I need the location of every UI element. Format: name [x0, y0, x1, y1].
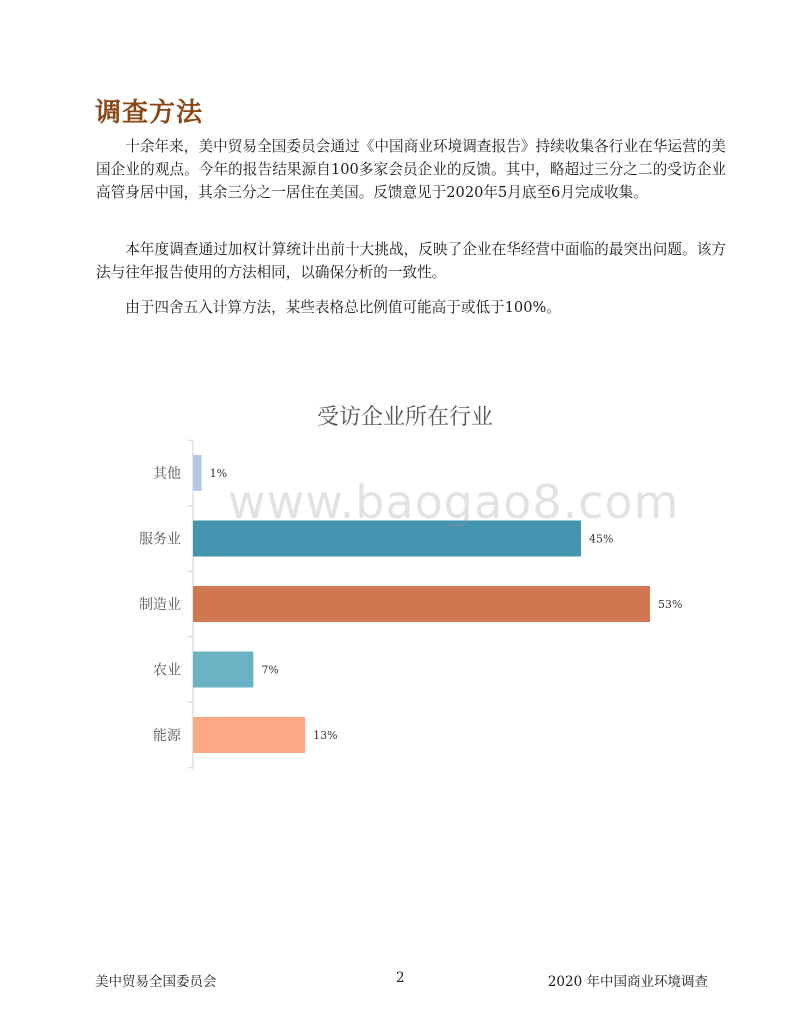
bar-5: [193, 717, 305, 753]
bar-1: [193, 455, 202, 491]
value-label: 53%: [658, 598, 683, 611]
footer-page-number: 2: [396, 970, 405, 986]
value-label: 7%: [261, 663, 279, 677]
value-label: 13%: [313, 729, 338, 742]
watermark-text: www.baogao8.com: [228, 475, 680, 529]
category-label: 服务业: [139, 531, 181, 548]
paragraph-rounding: 由于四舍五入计算方法，某些表格总比例值可能高于或低于100%。: [125, 299, 561, 316]
paragraph-methodology: 十余年来，美中贸易全国委员会通过《中国商业环境调查报告》持续收集各行业在华运营的美国企业的观点。今年的报告结果源自100多家会员企业的反馈。其中，略超过三分之二的受访企业高管身居中国，其余三分之一居住在美国。反馈意见于2020年5月底至6月完成收集。: [96, 138, 726, 201]
bar-4: [193, 652, 253, 688]
footer-report-title: 2020 年中国商业环境调查: [547, 974, 708, 990]
value-label: 1%: [209, 467, 228, 480]
chart-title: 受访企业所在行业: [316, 405, 493, 430]
category-label: 农业: [153, 662, 181, 679]
section-title: 调查方法: [95, 98, 204, 128]
bar-3: [193, 586, 650, 622]
industry-chart: [0, 390, 800, 790]
category-label: 能源: [153, 728, 181, 744]
value-label: 45%: [589, 532, 614, 546]
paragraph-weighting: 本年度调查通过加权计算统计出前十大挑战，反映了企业在华经营中面临的最突出问题。该方法与往年报告使用的方法相同，以确保分析的一致性。: [96, 241, 726, 281]
category-label: 其他: [153, 466, 181, 482]
footer-organization: 美中贸易全国委员会: [95, 974, 217, 990]
category-label: 制造业: [139, 597, 181, 613]
bar-chart-svg: [0, 390, 800, 790]
